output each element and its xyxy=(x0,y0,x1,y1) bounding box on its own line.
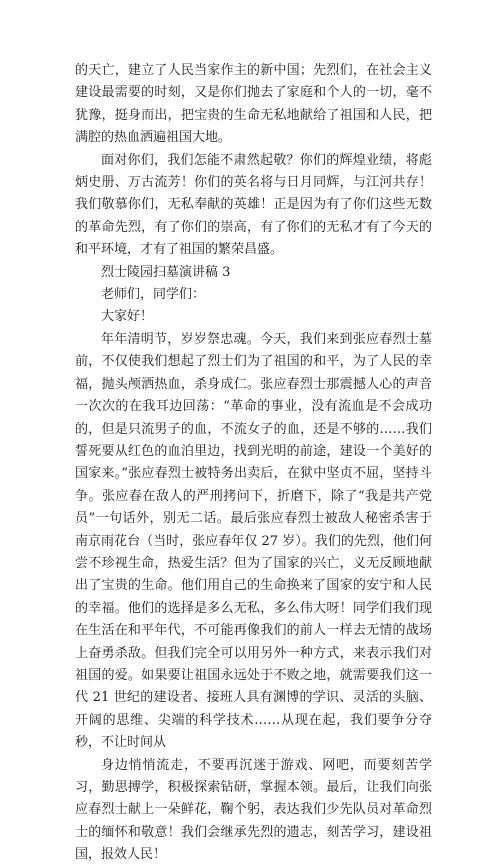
paragraph-2: 面对你们，我们怎能不肃然起敬？你们的辉煌业绩，将彪炳史册、万古流芳！你们的英名将与日月同辉，与江河共存！我们敬慕你们，无私奉献的英雄！正是因为有了你们这些无数的革命先烈，有了你们的崇高，有了你们的无私才有了今天的和平环境，才有了祖国的繁荣昌盛。 xyxy=(75,152,432,258)
speech-title: 烈士陵园扫墓演讲稿 3 xyxy=(101,264,231,280)
paragraph-closing: 身边悄悄流走，不要再沉迷于游戏、网吧，而要刻苦学习，勤思搏学，积极探索钻研，掌握本领。最后，让我们向张应春烈士献上一朵鲜花，鞠个躬，表达我们少先队员对革命烈士的缅怀和敬意！我们会继承先烈的遗志，刻苦学习，建设祖国，报效人民！ xyxy=(75,757,432,863)
paragraph-body: 年年清明节，岁岁祭忠魂。今天，我们来到张应春烈士墓前，不仅使我们想起了烈士们为了祖国的和平，为了人民的幸福，抛头颅洒热血，杀身成仁。张应春烈士那震撼人心的声音一次次的在我耳边回荡：“革命的事业，没有流血是不会成功的，但是只流男子的血，不流女子的血，还是不够的……我们誓死要从红色的血泊里边，找到光明的前途，建设一个美好的国家来。”张应春烈士被特务出卖后，在狱中坚贞不屈，坚持斗争。张应春在敌人的严刑拷问下，折磨下，除了“我是共产党员”一句话外，别无二话。最后张应春烈士被敌人秘密杀害于南京雨花台（当时，张应春年仅 27 岁）。我们的先烈，他们何尝不珍视生命，热爱生活？但为了国家的兴亡，义无反顾地献出了宝贵的生命。他们用自己的生命换来了国家的安宁和人民的幸福。他们的选择是多么无私，多么伟大呀！同学们我们现在生活在和平年代，不可能再像我们的前人一样去无情的战场上奋勇杀敌。但我们完全可以用另外一种方式，来表示我们对祖国的爱。如果要让祖国永远处于不败之地，就需要我们这一代 21 世纪的建设者、接班人具有渊博的学识、灵活的头脑、开阔的思维、尖端的科学技术……从现在起，我们要争分夺秒，不让时间从 xyxy=(75,331,432,751)
salutation: 老师们，同学们： xyxy=(101,287,206,303)
greeting: 大家好！ xyxy=(101,309,154,325)
paragraph-1: 的天亡，建立了人民当家作主的新中国；先烈们，在社会主义建设最需要的时刻，又是你们抛去了家庭和个人的一切，毫不犹豫，挺身而出，把宝贵的生命无私地献给了祖国和人民，把满腔的热血洒遍祖国大地。 xyxy=(75,63,432,146)
